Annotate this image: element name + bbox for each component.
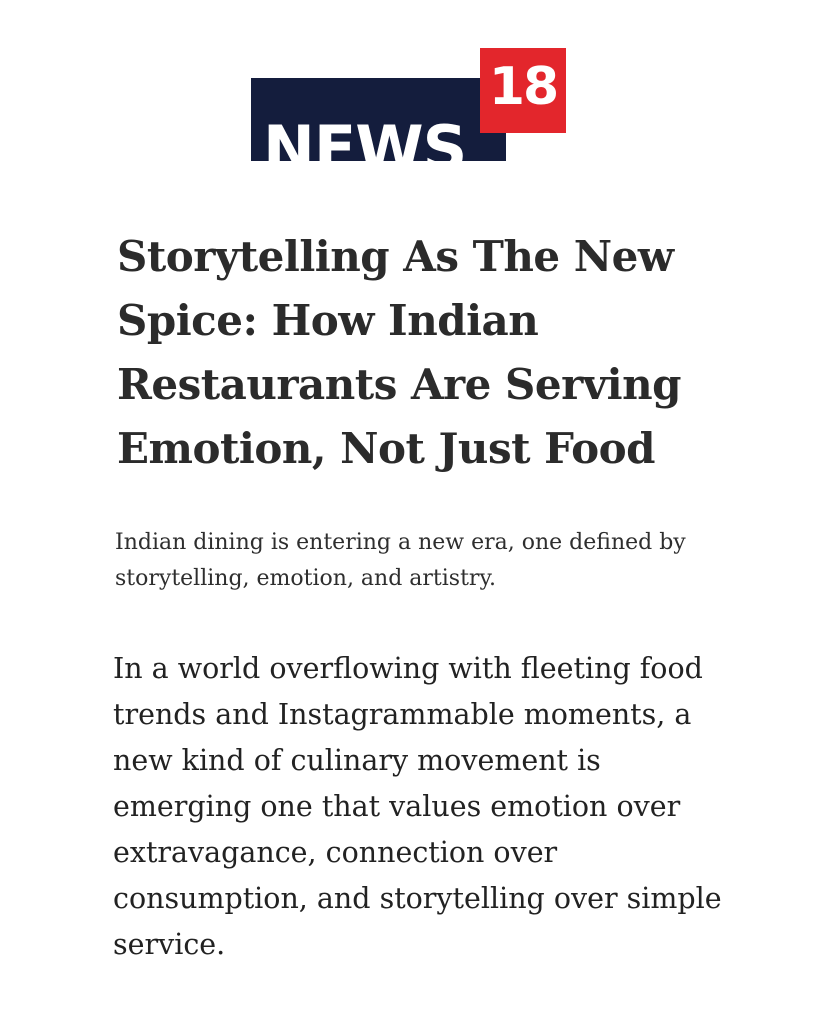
news18-logo[interactable]	[251, 48, 566, 185]
article-body-paragraph: In a world overflowing with fleeting food trends and Instagrammable moments, a new kind of culinary movement is emerging one that values emotion over extravagance, connection over consumption, and storytelling over simple service.	[113, 652, 722, 961]
logo-number-block	[480, 48, 566, 133]
logo-news-block	[251, 78, 506, 185]
article-headline: Storytelling As The New Spice: How Indian Restaurants Are Serving Emotion, Not Just Food	[117, 232, 681, 473]
logo-news-word: NEWS	[263, 112, 467, 185]
article-summary: Indian dining is entering a new era, one defined by storytelling, emotion, and artistry.	[115, 530, 686, 591]
logo-number: 18	[488, 57, 558, 117]
